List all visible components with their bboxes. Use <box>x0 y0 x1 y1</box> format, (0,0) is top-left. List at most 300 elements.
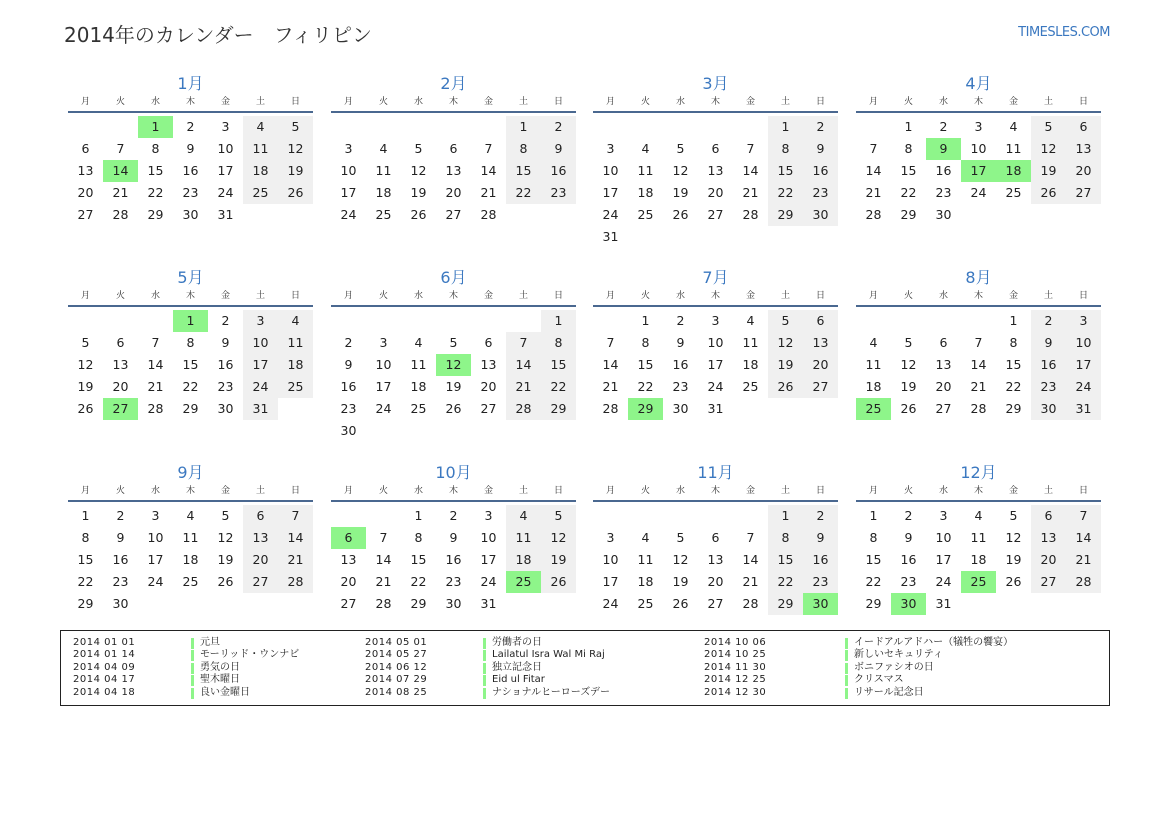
day-cell: 28 <box>742 596 759 611</box>
empty-day-cell <box>331 116 366 138</box>
empty-day-cell <box>698 505 733 527</box>
day-cell: 19 <box>1031 160 1066 182</box>
day-cell: 1 <box>81 508 90 523</box>
day-cell: 30 <box>1031 398 1066 420</box>
empty-day-cell <box>401 116 436 138</box>
day-cell: 31 <box>707 401 724 416</box>
weekday-label: 水 <box>413 291 423 301</box>
day-cell: 19 <box>77 379 94 394</box>
day-cell: 19 <box>1005 552 1022 567</box>
weekday-label: 金 <box>745 486 755 496</box>
day-cell: 21 <box>865 185 882 200</box>
day-cell: 22 <box>637 379 654 394</box>
day-cell: 1 <box>414 508 423 523</box>
day-cell: 20 <box>1031 549 1066 571</box>
weekday-label: 火 <box>378 486 388 496</box>
holiday-date: 2014 06 12 <box>365 661 428 673</box>
weekday-label: 木 <box>185 97 195 107</box>
holiday-entry <box>73 649 393 661</box>
day-cell: 21 <box>970 379 987 394</box>
day-cell: 12 <box>1031 138 1066 160</box>
day-cell: 21 <box>1066 549 1101 571</box>
day-cell: 27 <box>1031 571 1066 593</box>
holiday-day-cell: 17 <box>961 160 996 182</box>
day-cell: 13 <box>1031 527 1066 549</box>
day-cell: 18 <box>506 549 541 571</box>
day-cell: 21 <box>480 185 497 200</box>
day-cell: 13 <box>480 357 497 372</box>
day-cell: 6 <box>116 335 125 350</box>
holiday-entry <box>704 637 1084 649</box>
day-cell: 1 <box>1009 313 1018 328</box>
day-cell: 2 <box>186 119 195 134</box>
day-cell: 29 <box>541 398 576 420</box>
weekday-header <box>856 289 1101 307</box>
day-cell: 8 <box>869 530 878 545</box>
day-cell: 5 <box>278 116 313 138</box>
day-cell: 26 <box>445 401 462 416</box>
day-cell: 5 <box>676 141 685 156</box>
holiday-date: 2014 07 29 <box>365 674 428 686</box>
day-grid <box>856 310 1101 420</box>
day-cell: 29 <box>768 204 803 226</box>
weekday-label: 日 <box>815 291 825 301</box>
day-grid <box>331 505 576 615</box>
holiday-date: 2014 08 25 <box>365 686 428 698</box>
day-cell: 24 <box>970 185 987 200</box>
day-cell: 20 <box>935 379 952 394</box>
day-grid <box>331 116 576 226</box>
day-cell: 4 <box>641 141 650 156</box>
day-cell: 9 <box>803 138 838 160</box>
weekday-label: 日 <box>290 486 300 496</box>
holiday-name: クリスマス <box>854 674 904 686</box>
day-cell: 28 <box>112 207 129 222</box>
weekday-label: 月 <box>868 97 878 107</box>
day-cell: 11 <box>278 332 313 354</box>
day-cell: 25 <box>637 207 654 222</box>
empty-day-cell <box>663 505 698 527</box>
day-cell: 31 <box>217 207 234 222</box>
weekday-header <box>593 95 838 113</box>
day-cell: 6 <box>711 530 720 545</box>
day-cell: 5 <box>768 310 803 332</box>
day-cell: 24 <box>602 207 619 222</box>
day-cell: 22 <box>77 574 94 589</box>
weekday-label: 木 <box>710 486 720 496</box>
day-cell: 14 <box>602 357 619 372</box>
holiday-date: 2014 01 14 <box>73 649 136 661</box>
holiday-date: 2014 04 09 <box>73 661 136 673</box>
empty-day-cell <box>961 310 996 332</box>
day-cell: 8 <box>186 335 195 350</box>
day-cell: 20 <box>112 379 129 394</box>
day-cell: 4 <box>869 335 878 350</box>
holiday-date: 2014 11 30 <box>704 661 767 673</box>
weekday-header <box>331 484 576 502</box>
day-cell: 10 <box>243 332 278 354</box>
weekday-label: 月 <box>80 486 90 496</box>
weekday-label: 水 <box>150 486 160 496</box>
day-cell: 11 <box>410 357 427 372</box>
empty-day-cell <box>366 505 401 527</box>
day-cell: 10 <box>375 357 392 372</box>
day-cell: 6 <box>484 335 493 350</box>
month-calendar <box>68 73 313 226</box>
weekday-label: 土 <box>255 97 265 107</box>
day-cell: 19 <box>672 574 689 589</box>
day-cell: 21 <box>278 549 313 571</box>
day-cell: 13 <box>803 332 838 354</box>
day-cell: 7 <box>606 335 615 350</box>
day-cell: 3 <box>151 508 160 523</box>
day-cell: 29 <box>900 207 917 222</box>
day-cell: 20 <box>480 379 497 394</box>
holiday-entry <box>73 662 393 674</box>
month-name: 3月 <box>702 74 729 93</box>
day-cell: 14 <box>480 163 497 178</box>
day-cell: 7 <box>974 335 983 350</box>
day-cell: 1 <box>541 310 576 332</box>
day-cell: 26 <box>217 574 234 589</box>
holiday-day-cell: 14 <box>103 160 138 182</box>
weekday-label: 日 <box>290 97 300 107</box>
day-cell: 27 <box>803 376 838 398</box>
weekday-label: 金 <box>483 291 493 301</box>
day-cell: 10 <box>217 141 234 156</box>
empty-day-cell <box>138 310 173 332</box>
weekday-label: 金 <box>483 486 493 496</box>
brand-logo-text[interactable]: TIMESLES.COM <box>1018 25 1110 40</box>
weekday-label: 土 <box>518 291 528 301</box>
empty-day-cell <box>471 310 506 332</box>
holiday-marker <box>845 688 848 699</box>
day-cell: 1 <box>904 119 913 134</box>
day-cell: 8 <box>151 141 160 156</box>
day-cell: 2 <box>803 505 838 527</box>
day-cell: 3 <box>221 119 230 134</box>
day-cell: 6 <box>1031 505 1066 527</box>
month-name: 7月 <box>702 268 729 287</box>
weekday-label: 金 <box>1008 486 1018 496</box>
holiday-name: イードアルアドハー（犠牲の饗宴） <box>854 637 1014 648</box>
weekday-label: 月 <box>80 97 90 107</box>
day-cell: 18 <box>278 354 313 376</box>
weekday-label: 土 <box>255 291 265 301</box>
weekday-label: 土 <box>780 97 790 107</box>
holiday-name: 労働者の日 <box>492 637 542 648</box>
day-cell: 12 <box>278 138 313 160</box>
month-calendar <box>593 462 838 615</box>
day-grid <box>856 505 1101 615</box>
day-cell: 18 <box>865 379 882 394</box>
day-cell: 26 <box>278 182 313 204</box>
day-cell: 9 <box>186 141 195 156</box>
holiday-day-cell: 27 <box>103 398 138 420</box>
month-calendar <box>856 462 1101 615</box>
day-cell: 9 <box>1031 332 1066 354</box>
weekday-label: 金 <box>220 97 230 107</box>
day-cell: 28 <box>602 401 619 416</box>
day-cell: 3 <box>974 119 983 134</box>
day-cell: 4 <box>641 530 650 545</box>
empty-day-cell <box>68 116 103 138</box>
day-cell: 15 <box>410 552 427 567</box>
holiday-entry <box>365 662 685 674</box>
day-cell: 10 <box>340 163 357 178</box>
day-cell: 4 <box>379 141 388 156</box>
holiday-marker <box>845 638 848 649</box>
holiday-name: Lailatul Isra Wal Mi Raj <box>492 649 605 661</box>
weekday-header <box>68 95 313 113</box>
day-cell: 27 <box>707 596 724 611</box>
holiday-day-cell: 25 <box>961 571 996 593</box>
day-cell: 11 <box>865 357 882 372</box>
day-cell: 2 <box>676 313 685 328</box>
day-cell: 6 <box>939 335 948 350</box>
empty-day-cell <box>856 310 891 332</box>
day-cell: 5 <box>1009 508 1018 523</box>
holiday-day-cell: 1 <box>173 310 208 332</box>
weekday-label: 金 <box>220 486 230 496</box>
day-cell: 29 <box>147 207 164 222</box>
day-cell: 8 <box>768 527 803 549</box>
day-cell: 1 <box>506 116 541 138</box>
day-cell: 14 <box>375 552 392 567</box>
day-cell: 1 <box>641 313 650 328</box>
weekday-label: 日 <box>290 291 300 301</box>
day-cell: 11 <box>742 335 759 350</box>
day-cell: 4 <box>278 310 313 332</box>
day-cell: 27 <box>935 401 952 416</box>
day-cell: 7 <box>379 530 388 545</box>
weekday-label: 水 <box>675 291 685 301</box>
day-cell: 11 <box>637 163 654 178</box>
empty-day-cell <box>401 310 436 332</box>
day-cell: 6 <box>243 505 278 527</box>
day-cell: 31 <box>935 596 952 611</box>
weekday-label: 日 <box>553 486 563 496</box>
day-cell: 19 <box>541 549 576 571</box>
month-name: 11月 <box>697 463 734 482</box>
day-cell: 20 <box>243 549 278 571</box>
holiday-day-cell: 6 <box>331 527 366 549</box>
day-cell: 18 <box>742 357 759 372</box>
day-cell: 19 <box>217 552 234 567</box>
day-cell: 3 <box>939 508 948 523</box>
day-cell: 12 <box>217 530 234 545</box>
day-cell: 13 <box>340 552 357 567</box>
day-cell: 4 <box>186 508 195 523</box>
day-cell: 19 <box>410 185 427 200</box>
holiday-column <box>73 637 393 699</box>
holiday-entry <box>365 649 685 661</box>
weekday-label: 水 <box>150 291 160 301</box>
day-cell: 4 <box>746 313 755 328</box>
day-cell: 4 <box>506 505 541 527</box>
day-cell: 3 <box>344 141 353 156</box>
day-cell: 4 <box>243 116 278 138</box>
day-cell: 4 <box>1009 119 1018 134</box>
day-cell: 16 <box>1031 354 1066 376</box>
day-cell: 23 <box>935 185 952 200</box>
weekday-label: 水 <box>675 486 685 496</box>
holiday-date: 2014 04 18 <box>73 686 136 698</box>
weekday-label: 水 <box>413 486 423 496</box>
weekday-label: 月 <box>605 486 615 496</box>
day-cell: 22 <box>541 376 576 398</box>
empty-day-cell <box>593 116 628 138</box>
holiday-date: 2014 10 06 <box>704 637 767 648</box>
day-cell: 24 <box>147 574 164 589</box>
holiday-entry <box>704 674 1084 686</box>
day-cell: 3 <box>484 508 493 523</box>
weekday-label: 火 <box>115 97 125 107</box>
holiday-entry <box>704 687 1084 699</box>
holiday-name: 新しいセキュリティ <box>854 649 943 661</box>
day-grid <box>593 505 838 615</box>
weekday-label: 水 <box>675 97 685 107</box>
holiday-entry <box>365 637 685 649</box>
day-cell: 13 <box>935 357 952 372</box>
day-cell: 27 <box>1066 182 1101 204</box>
day-cell: 17 <box>602 574 619 589</box>
day-cell: 24 <box>217 185 234 200</box>
weekday-label: 土 <box>1043 291 1053 301</box>
day-cell: 30 <box>935 207 952 222</box>
day-cell: 10 <box>602 552 619 567</box>
day-cell: 27 <box>480 401 497 416</box>
day-cell: 13 <box>445 163 462 178</box>
day-cell: 28 <box>742 207 759 222</box>
month-calendar <box>856 267 1101 420</box>
holiday-entry <box>704 662 1084 674</box>
day-cell: 17 <box>707 357 724 372</box>
day-cell: 25 <box>278 376 313 398</box>
day-cell: 17 <box>1066 354 1101 376</box>
weekday-label: 水 <box>413 97 423 107</box>
day-cell: 21 <box>742 574 759 589</box>
weekday-label: 火 <box>378 291 388 301</box>
day-cell: 15 <box>182 357 199 372</box>
empty-day-cell <box>366 310 401 332</box>
day-cell: 17 <box>602 185 619 200</box>
day-cell: 14 <box>506 354 541 376</box>
day-cell: 25 <box>243 182 278 204</box>
weekday-label: 日 <box>1078 486 1088 496</box>
weekday-header <box>331 289 576 307</box>
day-cell: 24 <box>602 596 619 611</box>
day-cell: 11 <box>970 530 987 545</box>
day-cell: 22 <box>768 571 803 593</box>
day-cell: 9 <box>221 335 230 350</box>
day-cell: 2 <box>904 508 913 523</box>
weekday-label: 水 <box>938 291 948 301</box>
empty-day-cell <box>331 505 366 527</box>
holiday-name: ナショナルヒーローズデー <box>492 686 610 698</box>
day-cell: 2 <box>344 335 353 350</box>
day-cell: 2 <box>116 508 125 523</box>
day-cell: 14 <box>742 163 759 178</box>
day-cell: 20 <box>445 185 462 200</box>
day-cell: 7 <box>746 530 755 545</box>
weekday-label: 火 <box>640 97 650 107</box>
day-cell: 23 <box>217 379 234 394</box>
empty-day-cell <box>593 310 628 332</box>
day-cell: 30 <box>803 204 838 226</box>
day-cell: 26 <box>672 207 689 222</box>
weekday-label: 土 <box>1043 97 1053 107</box>
day-cell: 25 <box>637 596 654 611</box>
day-cell: 31 <box>1066 398 1101 420</box>
month-name: 8月 <box>965 268 992 287</box>
empty-day-cell <box>436 116 471 138</box>
day-cell: 13 <box>707 552 724 567</box>
day-cell: 23 <box>1031 376 1066 398</box>
weekday-label: 水 <box>938 97 948 107</box>
holiday-column <box>704 637 1084 699</box>
empty-day-cell <box>628 116 663 138</box>
day-cell: 9 <box>803 527 838 549</box>
empty-day-cell <box>628 505 663 527</box>
month-calendar <box>331 267 576 442</box>
day-cell: 31 <box>602 229 619 244</box>
day-cell: 19 <box>768 354 803 376</box>
day-cell: 12 <box>768 332 803 354</box>
month-calendar <box>593 267 838 420</box>
day-cell: 23 <box>182 185 199 200</box>
weekday-label: 土 <box>1043 486 1053 496</box>
holiday-entry <box>73 687 393 699</box>
day-cell: 29 <box>77 596 94 611</box>
day-cell: 10 <box>935 530 952 545</box>
day-cell: 8 <box>541 332 576 354</box>
day-cell: 9 <box>676 335 685 350</box>
day-cell: 25 <box>1005 185 1022 200</box>
holiday-name: 良い金曜日 <box>200 686 250 698</box>
day-cell: 20 <box>340 574 357 589</box>
day-cell: 8 <box>904 141 913 156</box>
day-cell: 14 <box>970 357 987 372</box>
weekday-label: 火 <box>903 486 913 496</box>
day-cell: 12 <box>541 527 576 549</box>
day-cell: 12 <box>77 357 94 372</box>
holiday-name: Eid ul Fitar <box>492 674 545 686</box>
day-cell: 14 <box>1066 527 1101 549</box>
holiday-marker <box>845 650 848 661</box>
holiday-entry <box>73 674 393 686</box>
day-cell: 19 <box>445 379 462 394</box>
weekday-label: 土 <box>518 486 528 496</box>
day-cell: 7 <box>746 141 755 156</box>
holiday-name: 元旦 <box>200 637 220 648</box>
day-cell: 16 <box>672 357 689 372</box>
day-cell: 19 <box>278 160 313 182</box>
day-cell: 7 <box>116 141 125 156</box>
holiday-entry <box>73 637 393 649</box>
day-cell: 2 <box>449 508 458 523</box>
day-cell: 24 <box>707 379 724 394</box>
day-cell: 14 <box>865 163 882 178</box>
weekday-label: 木 <box>973 486 983 496</box>
weekday-label: 金 <box>1008 291 1018 301</box>
day-cell: 23 <box>803 571 838 593</box>
day-cell: 26 <box>410 207 427 222</box>
day-cell: 15 <box>541 354 576 376</box>
day-cell: 9 <box>449 530 458 545</box>
day-cell: 16 <box>935 163 952 178</box>
day-cell: 25 <box>375 207 392 222</box>
